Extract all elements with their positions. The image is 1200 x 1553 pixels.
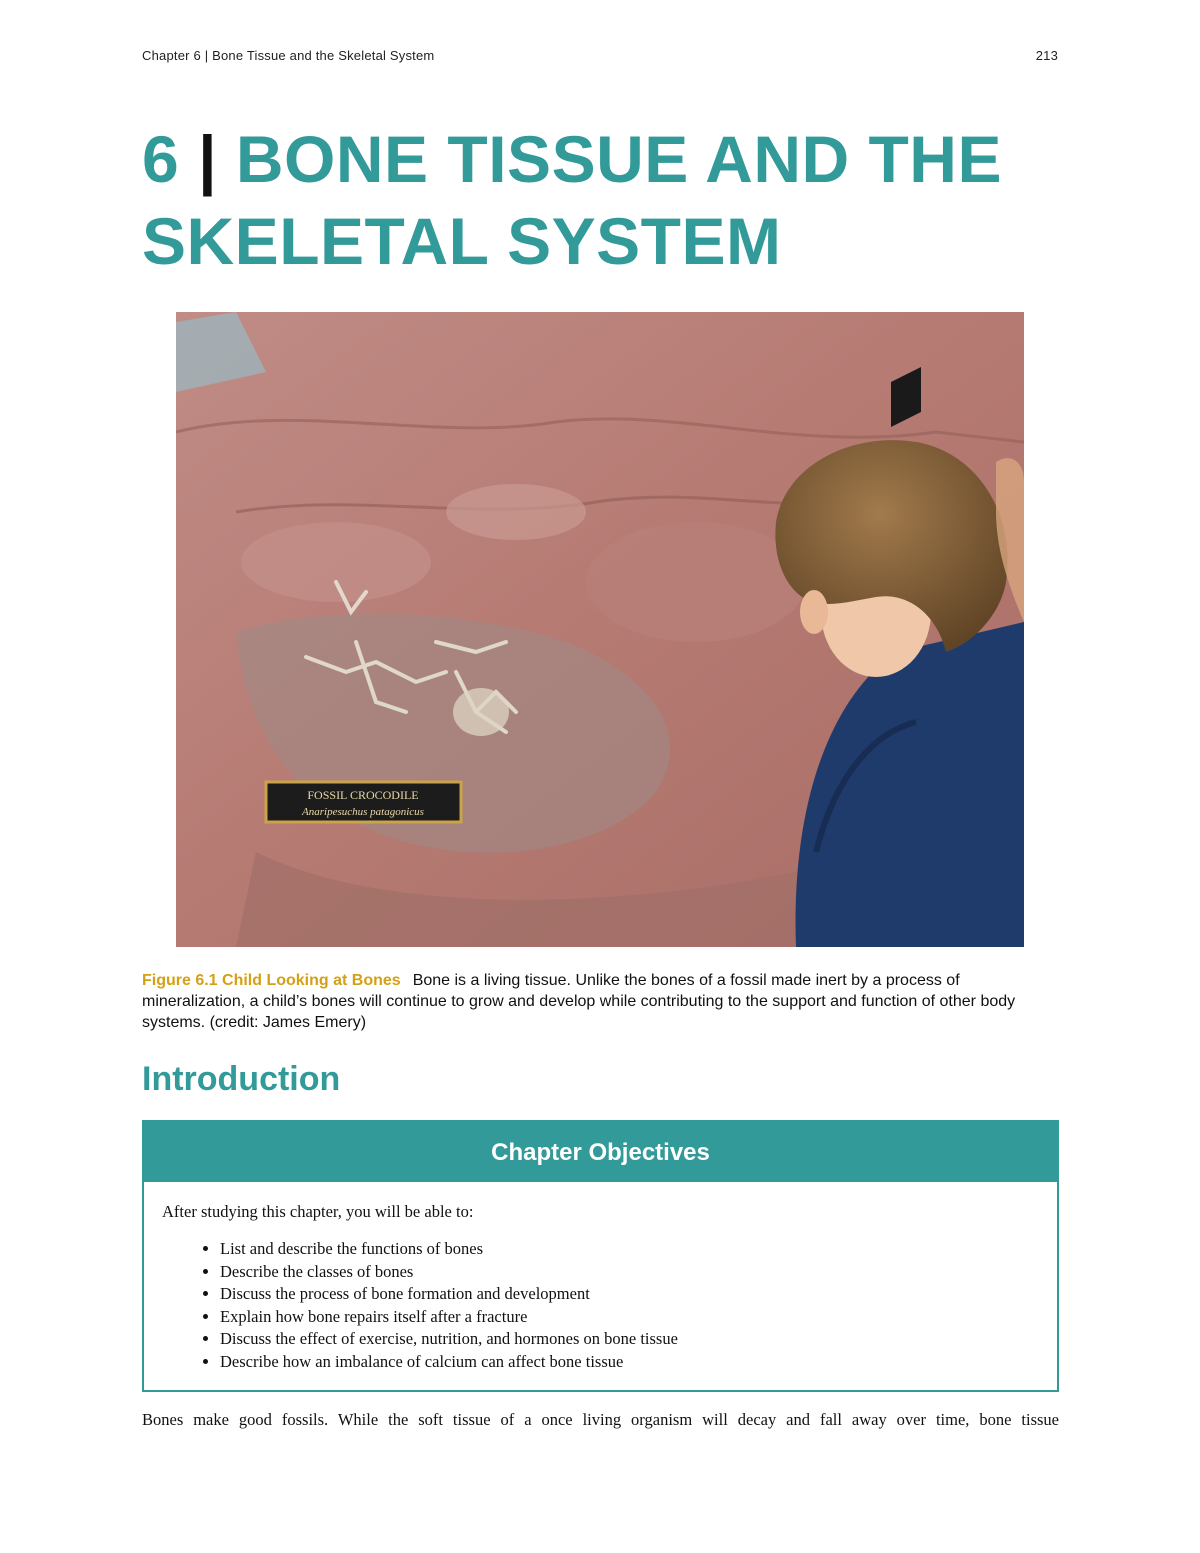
objective-item: • Discuss the process of bone formation and development [220, 1283, 1039, 1306]
chapter-title [142, 118, 1082, 282]
figure-caption-text: Bone is a living tissue. Unlike the bones of a fossil made inert by a process of mineralization, a child’s bones will continue to grow and develop while contributing to the support and function of other body systems. (credit: James Emery) [142, 972, 1016, 1031]
chapter-separator: | [198, 122, 218, 196]
objectives-list [162, 1238, 1039, 1373]
page-number: 213 [1035, 48, 1058, 63]
objective-item: • Describe the classes of bones [220, 1261, 1039, 1284]
section-heading: Introduction [142, 1060, 341, 1098]
running-header [142, 48, 1058, 63]
chapter-title-text: BONE TISSUE AND THE SKELETAL SYSTEM [142, 122, 1002, 278]
objectives-intro: After studying this chapter, you will be able to: [162, 1202, 474, 1221]
fossil-photo-illustration [176, 312, 1024, 947]
figure-photo [176, 312, 1024, 947]
plaque-line2: Anaripesuchus patagonicus [302, 806, 424, 818]
objective-item: • Discuss the effect of exercise, nutrition, and hormones on bone tissue [220, 1328, 1039, 1351]
figure-label: Figure 6.1 Child Looking at Bones [142, 972, 401, 989]
chapter-objectives-box [142, 1120, 1059, 1392]
objective-item: • Describe how an imbalance of calcium can affect bone tissue [220, 1351, 1039, 1374]
plaque-line1: FOSSIL CROCODILE [307, 788, 419, 802]
running-title: Chapter 6 | Bone Tissue and the Skeletal System [142, 48, 435, 63]
body-paragraph: Bones make good fossils. While the soft tissue of a once living organism will decay and fall away over time, bone tissue [142, 1410, 1059, 1429]
objective-item: • Explain how bone repairs itself after a fracture [220, 1306, 1039, 1329]
chapter-number: 6 [142, 122, 180, 196]
objectives-title: Chapter Objectives [144, 1122, 1057, 1182]
figure-caption [142, 970, 1059, 1033]
objective-item: • List and describe the functions of bones [220, 1238, 1039, 1261]
